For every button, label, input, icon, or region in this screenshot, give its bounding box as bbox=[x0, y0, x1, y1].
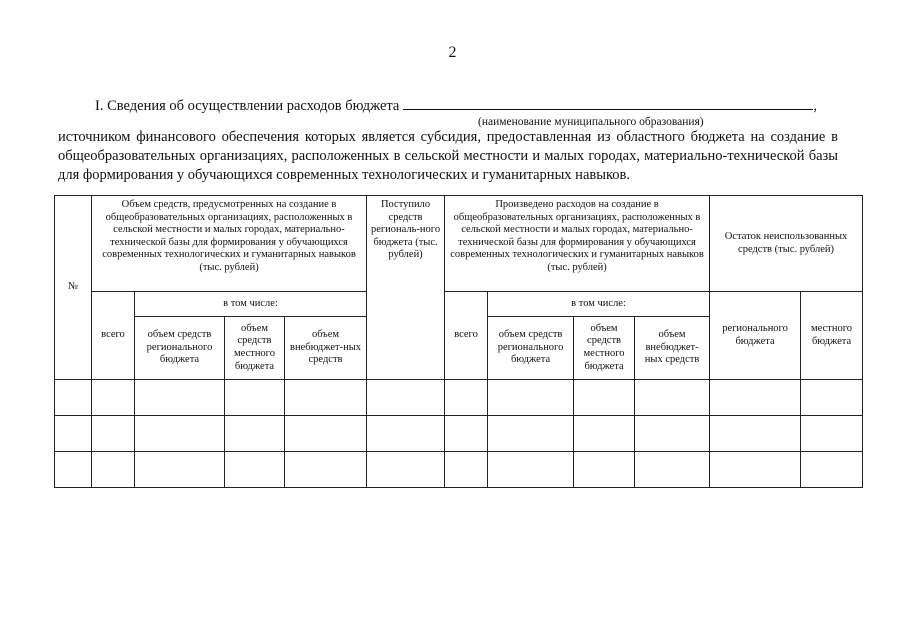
table-row bbox=[55, 416, 863, 452]
table-cell bbox=[55, 452, 92, 488]
section-heading-text: I. Сведения об осуществлении расходов бюджета bbox=[95, 98, 400, 114]
spent-total-header: всего bbox=[445, 292, 488, 380]
table-cell bbox=[710, 380, 801, 416]
received-funds-header: Поступило средств региональ-ного бюджета (тыс. рублей) bbox=[367, 196, 445, 380]
table-cell bbox=[574, 416, 635, 452]
table-cell bbox=[367, 452, 445, 488]
table-cell bbox=[635, 416, 710, 452]
table-cell bbox=[92, 452, 135, 488]
planned-funds-header: Объем средств, предусмотренных на создание в общеобразовательных организациях, расположенных в сельской местности и малых городах, материально-технической базы для формирования у обучающихся современных технологических и гуманитарных навыков (тыс. рублей) bbox=[92, 196, 367, 292]
table-cell bbox=[135, 452, 225, 488]
table-cell bbox=[135, 416, 225, 452]
page-number: 2 bbox=[448, 44, 457, 61]
heading-trailing-comma: , bbox=[813, 98, 817, 114]
planned-total-header: всего bbox=[92, 292, 135, 380]
remainder-header: Остаток неиспользованных средств (тыс. рублей) bbox=[710, 196, 863, 292]
table-cell bbox=[445, 416, 488, 452]
table-cell bbox=[367, 380, 445, 416]
table-cell bbox=[285, 416, 367, 452]
table-cell bbox=[488, 416, 574, 452]
table-cell bbox=[55, 380, 92, 416]
spent-extrabudget-header: объем внебюджет-ных средств bbox=[635, 317, 710, 380]
table-cell bbox=[801, 416, 863, 452]
planned-extrabudget-header: объем внебюджет-ных средств bbox=[285, 317, 367, 380]
table-cell bbox=[225, 416, 285, 452]
table-cell bbox=[367, 416, 445, 452]
municipality-blank-line bbox=[403, 97, 813, 110]
table-row bbox=[55, 452, 863, 488]
spent-funds-header: Произведено расходов на создание в общеобразовательных организациях, расположенных в сельской местности и малых городах, материально-технической базы для формирования у обучающихся современных технологических и гуманитарных навыков (тыс. рублей) bbox=[445, 196, 710, 292]
table-cell bbox=[445, 380, 488, 416]
number-header: № bbox=[55, 196, 92, 380]
remainder-local-header: местного бюджета bbox=[801, 292, 863, 380]
planned-including-header: в том числе: bbox=[135, 292, 367, 317]
table-cell bbox=[488, 380, 574, 416]
planned-regional-header: объем средств регионального бюджета bbox=[135, 317, 225, 380]
table-cell bbox=[710, 416, 801, 452]
table-cell bbox=[635, 452, 710, 488]
table-cell bbox=[635, 380, 710, 416]
spent-regional-header: объем средств регионального бюджета bbox=[488, 317, 574, 380]
table-cell bbox=[801, 380, 863, 416]
table-cell bbox=[285, 452, 367, 488]
table-cell bbox=[710, 452, 801, 488]
spent-including-header: в том числе: bbox=[488, 292, 710, 317]
blank-caption: (наименование муниципального образования) bbox=[478, 116, 704, 128]
spent-local-header: объем средств местного бюджета bbox=[574, 317, 635, 380]
table-cell bbox=[445, 452, 488, 488]
table-cell bbox=[55, 416, 92, 452]
table-cell bbox=[92, 416, 135, 452]
remainder-regional-header: регионального бюджета bbox=[710, 292, 801, 380]
table-cell bbox=[574, 452, 635, 488]
description-paragraph: источником финансового обеспечения которых является субсидия, предоставленная из областного бюджета на создание в общеобразовательных организациях, расположенных в сельской местности и малых городах, материально-технической базы для формирования у обучающихся современных технологических и гуманитарных навыков. bbox=[58, 129, 838, 183]
expenditure-table bbox=[54, 195, 863, 488]
table-cell bbox=[488, 452, 574, 488]
table-cell bbox=[135, 380, 225, 416]
table-cell bbox=[801, 452, 863, 488]
table-cell bbox=[225, 452, 285, 488]
table-cell bbox=[92, 380, 135, 416]
section-heading bbox=[95, 97, 817, 115]
table-row bbox=[55, 380, 863, 416]
table-cell bbox=[574, 380, 635, 416]
planned-local-header: объем средств местного бюджета bbox=[225, 317, 285, 380]
table-cell bbox=[285, 380, 367, 416]
table-cell bbox=[225, 380, 285, 416]
